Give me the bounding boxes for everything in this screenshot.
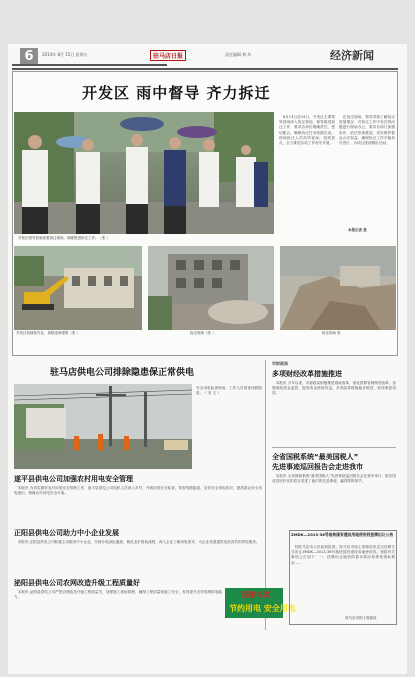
header-rule xyxy=(12,68,398,70)
right-article1-title: 多项财经改革措施推进 xyxy=(272,370,342,378)
section-title: 经济新闻 xyxy=(330,49,374,62)
rubble-photo xyxy=(280,246,396,330)
main-photo xyxy=(14,112,274,234)
photo-caption-left: 开发区机械化作业，拆除违章建筑（张 ） xyxy=(16,331,81,335)
issue-date: 2014年 8月 15日 星期五 xyxy=(42,52,88,57)
feature-byline: 本报记者 张 xyxy=(348,228,367,232)
article3-title: 正阳县供电公司助力中小企业发展 xyxy=(14,529,119,537)
lead-photo-caption: 安全用电检查现场，工作人员排查线路隐患。（ 宋 王 ） xyxy=(196,386,262,396)
demolition-photo xyxy=(148,246,274,330)
header-rule-top xyxy=(12,64,167,66)
notice-title: ZMDK—2013-36号地块国有建设用地使用权挂牌出让公告 xyxy=(291,532,394,537)
article2-body: 本报讯 为切实做好农村用电安全管理工作，遂平县供电公司组织人员深入乡村，开展用电安全检查，排查线路隐患，宣传安全用电知识，提高群众安全用电意识，保障农村用电安全可靠。 xyxy=(14,486,262,496)
main-photo-caption: 开发区领导冒雨查看拆迁现场，调度推进拆迁工作。（张 ） xyxy=(18,236,111,240)
article4-title: 泌阳县供电公司农网改造升级工程质量好 xyxy=(14,579,140,587)
page-number: 6 xyxy=(20,48,38,66)
right-divider xyxy=(272,447,396,448)
notice-footer: 驻马店市国土资源局 xyxy=(345,616,377,620)
masthead-logo: 驻马店日报 xyxy=(150,50,186,61)
right-article2-body: 本报讯 全省国税系统“最美国税人”先进事迹巡回报告会在我市举行，报告团成员用朴实的语言讲述了他们的先进事迹，赢得阵阵掌声。 xyxy=(272,474,396,484)
article4-body: 本报讯 泌阳县供电公司严把农网改造升级工程质量关，加强施工现场管理，确保工程质量和施工安全，有效提升农村电网供电能力。 xyxy=(14,590,222,600)
photo-caption-right: 拆迁现场 张 xyxy=(322,331,341,335)
article3-body: 本报讯 正阳县供电公司积极主动服务中小企业，开辟办电绿色通道，简化业扩报装流程，深入企业了解用电需求，为企业发展提供优质高效的供电服务。 xyxy=(14,540,260,544)
feature-article-col1: 8月13日至14日，开发区主要领导冒雨深入拆迁现场，督导推进拆迁工作，要求各单位明确责任，密切配合，确保拆迁任务按期完成。现场拆迁人员顶风冒雨，加班加点，全力推进各项工作有序开展。 xyxy=(279,115,335,146)
excavator-photo xyxy=(14,246,142,330)
lead-article-title: 驻马店供电公司排除隐患保正常供电 xyxy=(50,368,195,378)
right-article2-title-2: 先进事迹巡回报告会走进我市 xyxy=(272,463,363,471)
right-article2-title-1: 全省国税系统“最美国税人” xyxy=(272,453,359,461)
ad-logo: 国家电网 xyxy=(242,591,270,599)
right-article1-body: 本报讯 今年以来，市财政局积极推进财政改革，深化预算管理制度改革，加强财政资金监管，提高资金使用效益，多项改革措施稳步推进，取得明显成效。 xyxy=(272,381,396,396)
feature-headline: 开发区 雨中督导 齐力拆迁 xyxy=(82,84,271,102)
feature-article-col2: 在拆迁现场，领导详细了解拆迁进展情况，对拆迁工作中存在的问题进行现场办公，要求各部门加强协作，依法依规推进，切实维护群众合法权益，确保拆迁工作平稳有序进行，为项目建设腾出空间。 xyxy=(339,115,395,146)
right-section-label: 市财政局 xyxy=(272,361,288,366)
photo-caption-mid: 拆迁现场（张 ） xyxy=(190,331,216,335)
editor-credit: 责任编辑 林 年 xyxy=(225,52,252,57)
ad-slogan: 节约用电 安全用电 xyxy=(229,604,296,613)
article2-title: 遂平县供电公司加强农村用电安全管理 xyxy=(14,475,133,483)
notice-body: 经驻马店市人民政府批准，驻马店市国土资源局决定以挂牌方式出让ZMDK—2013-36号地块国有建设用地使用权。现将有关事项公告如下：一、挂牌出让地块的基本情况和规划指标要求…… xyxy=(291,545,395,565)
power-line-photo xyxy=(14,384,192,469)
